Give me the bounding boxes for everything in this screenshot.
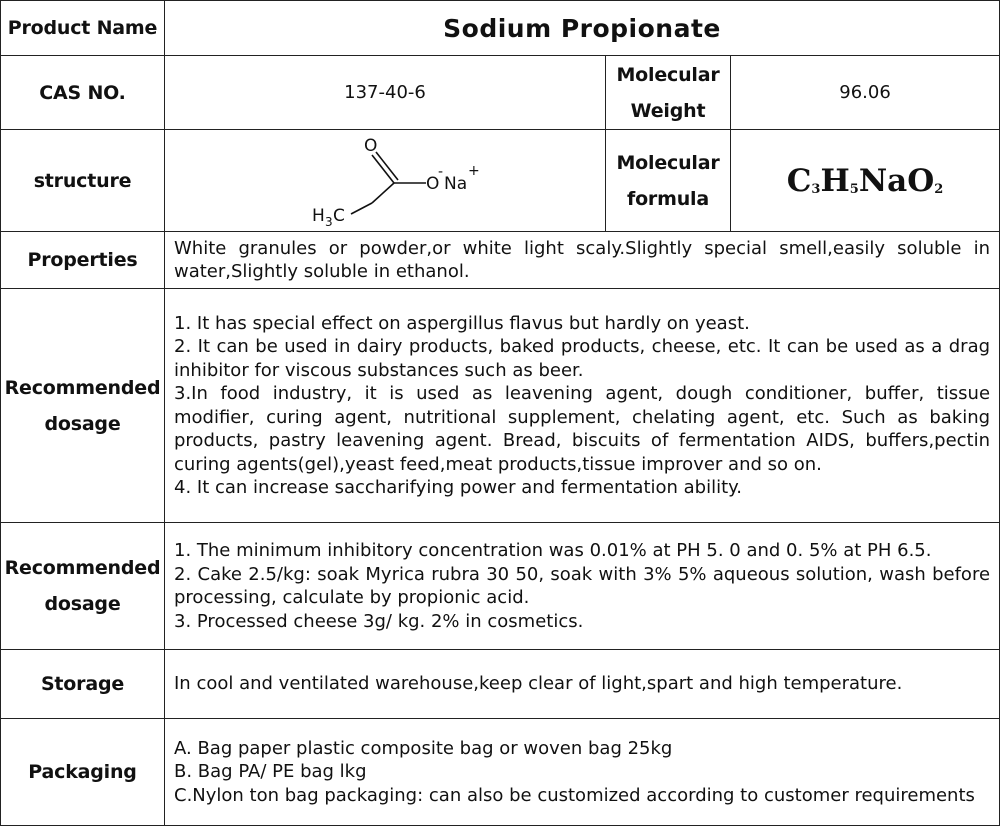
molecular-weight-label-line2: Weight: [630, 99, 706, 122]
recommended-dosage-1-label: [1, 289, 165, 523]
formula-nao: NaO: [858, 162, 935, 199]
list-item: C.Nylon ton bag packaging: can also be customized according to customer requirements: [174, 784, 975, 806]
bond-c-o-double-b: [376, 152, 398, 180]
molecular-formula-label-line2: formula: [627, 187, 709, 210]
storage-label: Storage: [1, 650, 165, 719]
formula-h-sub: 5: [849, 181, 859, 197]
row-packaging: [1, 719, 1000, 826]
list-item: B. Bag PA/ PE bag lkg: [174, 761, 367, 783]
list-item: 3. Processed cheese 3g/ kg. 2% in cosmetics.: [174, 610, 584, 632]
list-item: 2. It can be used in dairy products, baked products, cheese, etc. It can be used as a drag inhibitor for viscous substances such as beer.: [174, 336, 991, 381]
structure-diagram: [260, 131, 500, 231]
molecular-weight-value: 96.06: [731, 56, 1000, 130]
bond-c-o-double-a: [372, 155, 394, 183]
row-recommended-dosage-2: [1, 523, 1000, 650]
recommended-dosage-1-text: [165, 289, 1000, 523]
charge-negative: -: [438, 163, 444, 180]
molecular-formula-cell: [731, 130, 1000, 232]
recommended-dosage-1-label-line1: Recommended: [4, 376, 161, 399]
list-item: 1. It has special effect on aspergillus flavus but hardly on yeast.: [174, 312, 750, 334]
molecular-formula-label: [606, 130, 731, 232]
bond-ch2-c: [372, 183, 394, 203]
row-structure: [1, 130, 1000, 232]
formula-c-sub: 3: [811, 181, 821, 197]
list-item: 1. The minimum inhibitory concentration was 0.01% at PH 5. 0 and 0. 5% at PH 6.5.: [174, 540, 932, 561]
recommended-dosage-2-label: [1, 523, 165, 650]
formula-h: H: [820, 162, 850, 199]
row-product-name: [1, 1, 1000, 56]
group-h3c-c: C: [333, 205, 345, 226]
molecular-formula-value: [787, 163, 944, 199]
row-properties: [1, 232, 1000, 289]
recommended-dosage-2-label-line1: Recommended: [4, 557, 161, 579]
group-h3c-3: 3: [325, 214, 333, 229]
list-item: 3.In food industry, it is used as leavening agent, dough conditioner, buffer, tissue modifier, curing agent, nutritional supplement, chelating agent, etc. Such as baking products, pastry leavening agent. Bread, biscuits of fermentation AIDS, buffers,pectin curing agents(gel),yeast feed,meat products,tissue improver and so on.: [174, 383, 991, 475]
structure-label: structure: [1, 130, 165, 232]
list-item: 4. It can increase saccharifying power and fermentation ability.: [174, 477, 742, 498]
atom-o-double: O: [364, 135, 378, 156]
group-h3c-h: H: [312, 205, 325, 226]
recommended-dosage-2-text: [165, 523, 1000, 650]
packaging-label: Packaging: [1, 719, 165, 826]
list-item: A. Bag paper plastic composite bag or woven bag 25kg: [174, 737, 673, 759]
charge-positive: +: [468, 162, 480, 179]
row-recommended-dosage-1: [1, 289, 1000, 523]
formula-c: C: [786, 162, 812, 199]
packaging-text: [165, 719, 1000, 826]
cas-value: 137-40-6: [165, 56, 606, 130]
molecular-weight-label-line1: Molecular: [616, 63, 720, 86]
recommended-dosage-1-label-line2: dosage: [44, 412, 121, 435]
structure-cell: [165, 130, 606, 232]
product-name-value: Sodium Propionate: [443, 13, 721, 43]
list-item: 2. Cake 2.5/kg: soak Myrica rubra 30 50, soak with 3% 5% aqueous solution, wash before processing, calculate by propionic acid.: [174, 563, 991, 608]
product-name-cell: [165, 1, 1000, 56]
storage-text: In cool and ventilated warehouse,keep clear of light,spart and high temperature.: [165, 650, 1000, 719]
bond-ch2-ch3: [351, 203, 372, 214]
product-name-label: Product Name: [1, 1, 165, 56]
row-storage: [1, 650, 1000, 719]
row-cas: [1, 56, 1000, 130]
cas-label: CAS NO.: [1, 56, 165, 130]
atom-o-single: O: [426, 173, 440, 194]
properties-text: White granules or powder,or white light scaly.Slightly special smell,easily soluble in water,Slightly soluble in ethanol.: [165, 232, 1000, 289]
molecular-weight-label: [606, 56, 731, 130]
properties-label: Properties: [1, 232, 165, 289]
molecular-formula-label-line1: Molecular: [616, 151, 720, 174]
atom-na: Na: [444, 173, 468, 194]
recommended-dosage-2-label-line2: dosage: [44, 593, 121, 615]
formula-o-sub: 2: [934, 181, 944, 197]
